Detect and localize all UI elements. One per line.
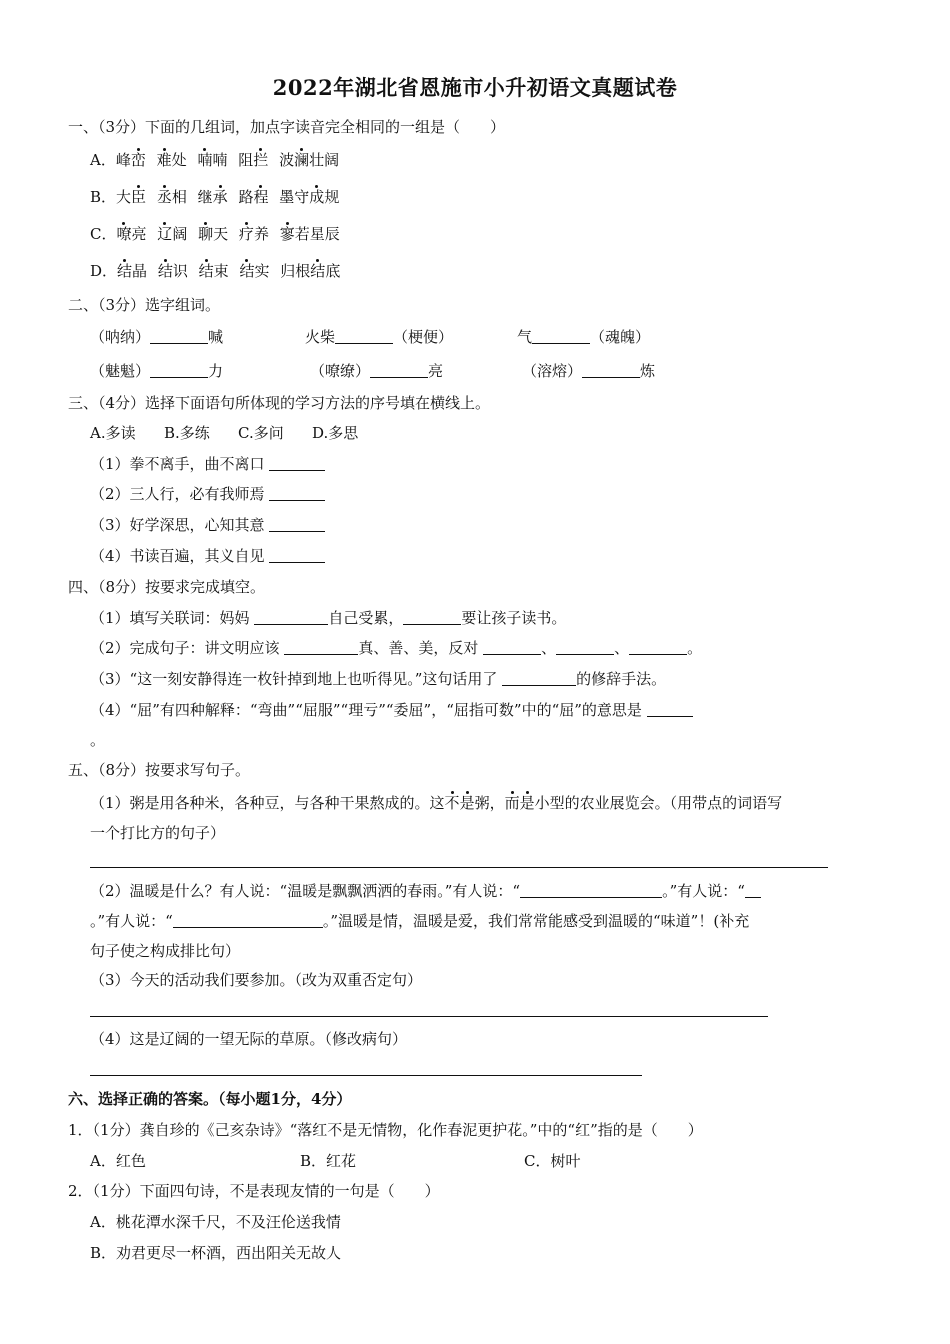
answer-blank[interactable] <box>403 610 461 625</box>
word: 阻拦 <box>238 151 269 169</box>
answer-blank[interactable] <box>520 883 662 898</box>
answer-blank[interactable] <box>150 329 208 344</box>
q5-item-1: （1）粥是用各种米，各种豆，与各种干果熬成的。这不是粥，而是小型的农业展览会。（用带点的词语写 <box>90 794 783 812</box>
q6-sub-1-option-a: A．红色 <box>90 1152 146 1170</box>
answer-blank[interactable] <box>483 640 541 655</box>
word: 墨守成规 <box>279 188 340 206</box>
q1-option-c: C．嘹亮 辽阔 聊天 疗养 寥若星辰 <box>90 225 340 243</box>
q3-item: （4）书读百遍，其义自见 <box>90 545 910 567</box>
answer-blank[interactable] <box>335 329 393 344</box>
answer-blank[interactable] <box>173 913 323 928</box>
answer-line[interactable] <box>90 1075 642 1076</box>
q2-item: （嘹缭） 亮 <box>310 362 444 380</box>
q5-item-2-end: 句子使之构成排比句） <box>90 942 241 960</box>
q5-item-3: （3）今天的活动我们要参加。（改为双重否定句） <box>90 971 423 989</box>
word: 丞相 <box>156 188 187 206</box>
q2-stem: 二、（3分）选字组词。 <box>68 296 221 314</box>
q5-item-2: （2）温暖是什么？有人说：“温暖是飘飘洒洒的春雨。”有人说：“ 。”有人说：“ <box>90 880 910 902</box>
word: 结晶 <box>117 262 148 280</box>
q5-item-1-cont: 一个打比方的句子） <box>90 824 226 842</box>
word: 峰峦 <box>115 151 146 169</box>
answer-blank[interactable] <box>269 486 325 501</box>
word: 疗养 <box>238 225 269 243</box>
exam-title: 2022年湖北省恩施市小升初语文真题试卷 <box>272 75 678 100</box>
word: 波澜壮阔 <box>279 151 340 169</box>
q5-stem: 五、（8分）按要求写句子。 <box>68 761 251 779</box>
word: 结束 <box>198 262 229 280</box>
answer-blank[interactable] <box>582 363 640 378</box>
q6-stem: 六、选择正确的答案。（每小题1分，4分） <box>68 1090 352 1108</box>
q1-option-a: A．峰峦 难处 喃喃 阻拦 波澜壮阔 <box>90 151 340 169</box>
word: 继承 <box>197 188 228 206</box>
q2-item: 火柴 （梗便） <box>305 328 454 346</box>
q1-stem: 一、（3分）下面的几组词，加点字读音完全相同的一组是（ ） <box>68 118 506 136</box>
q4-item-3: （3）“这一刻安静得连一枚针掉到地上也听得见。”这句话用了 的修辞手法。 <box>90 670 667 688</box>
q2-item: （溶熔） 炼 <box>522 362 656 380</box>
answer-line[interactable] <box>90 867 828 868</box>
answer-blank[interactable] <box>647 702 693 717</box>
q2-item: 气 （魂魄） <box>517 328 651 346</box>
word: 大臣 <box>116 188 147 206</box>
word: 辽阔 <box>157 225 188 243</box>
answer-blank[interactable] <box>745 883 761 898</box>
dotted-word: 不是 <box>444 794 475 812</box>
answer-line[interactable] <box>90 1016 768 1017</box>
dotted-word: 而是 <box>504 794 535 812</box>
word: 难处 <box>156 151 187 169</box>
answer-blank[interactable] <box>150 363 208 378</box>
q4-item-1: （1）填写关联词：妈妈 自己受累， 要让孩子读书。 <box>90 609 567 627</box>
answer-blank[interactable] <box>370 363 428 378</box>
answer-blank[interactable] <box>269 456 325 471</box>
q6-sub-2-option-a: A．桃花潭水深千尺，不及汪伦送我情 <box>90 1213 341 1231</box>
word: 寥若星辰 <box>279 225 340 243</box>
q2-item: （呐纳） 喊 <box>90 328 224 346</box>
word: 喃喃 <box>197 151 228 169</box>
answer-blank[interactable] <box>502 671 576 686</box>
q4-item-4: （4）“屈”有四种解释：“弯曲”“屈服”“理亏”“委屈”，“屈指可数”中的“屈”的意思是 <box>90 699 910 721</box>
q2-item: （魅魁） 力 <box>90 362 224 380</box>
q6-sub-1: 1．（1分）龚自珍的《己亥杂诗》“落红不是无情物，化作春泥更护花。”中的“红”指的是（ ） <box>68 1121 703 1139</box>
q3-item: （3）好学深思，心知其意 <box>90 514 910 536</box>
word: 结实 <box>239 262 270 280</box>
q3-item: （2）三人行，必有我师焉 <box>90 483 910 505</box>
q6-sub-2: 2．（1分）下面四句诗，不是表现友情的一句是（ ） <box>68 1182 440 1200</box>
q1-option-b: B．大臣 丞相 继承 路程 墨守成规 <box>90 188 340 206</box>
answer-blank[interactable] <box>254 610 328 625</box>
answer-blank[interactable] <box>284 640 358 655</box>
answer-blank[interactable] <box>629 640 687 655</box>
q3-item: （1）拳不离手，曲不离口 <box>90 453 910 475</box>
q6-sub-1-option-b: B．红花 <box>300 1152 357 1170</box>
q4-item-2: （2）完成句子：讲文明应该 真、善、美，反对 、 、 。 <box>90 639 703 657</box>
word: 路程 <box>238 188 269 206</box>
q4-item-4-end: 。 <box>90 731 106 749</box>
q5-item-4: （4）这是辽阔的一望无际的草原。（修改病句） <box>90 1030 408 1048</box>
word: 结识 <box>157 262 188 280</box>
q3-choices: A.多读 B.多练 C.多问 D.多思 <box>90 424 359 442</box>
q1-option-d: D．结晶 结识 结束 结实 归根结底 <box>90 262 341 280</box>
q5-item-2-cont: 。”有人说：“ 。”温暖是情，温暖是爱，我们常常能感受到温暖的“味道”！(补充 <box>90 912 750 930</box>
q4-stem: 四、（8分）按要求完成填空。 <box>68 578 266 596</box>
word: 聊天 <box>198 225 229 243</box>
answer-blank[interactable] <box>532 329 590 344</box>
q6-sub-1-option-c: C．树叶 <box>524 1152 581 1170</box>
answer-blank[interactable] <box>269 517 325 532</box>
q6-sub-2-option-b: B．劝君更尽一杯酒，西出阳关无故人 <box>90 1244 342 1262</box>
word: 嘹亮 <box>116 225 147 243</box>
answer-blank[interactable] <box>269 548 325 563</box>
q3-stem: 三、（4分）选择下面语句所体现的学习方法的序号填在横线上。 <box>68 394 491 412</box>
answer-blank[interactable] <box>556 640 614 655</box>
word: 归根结底 <box>280 262 341 280</box>
